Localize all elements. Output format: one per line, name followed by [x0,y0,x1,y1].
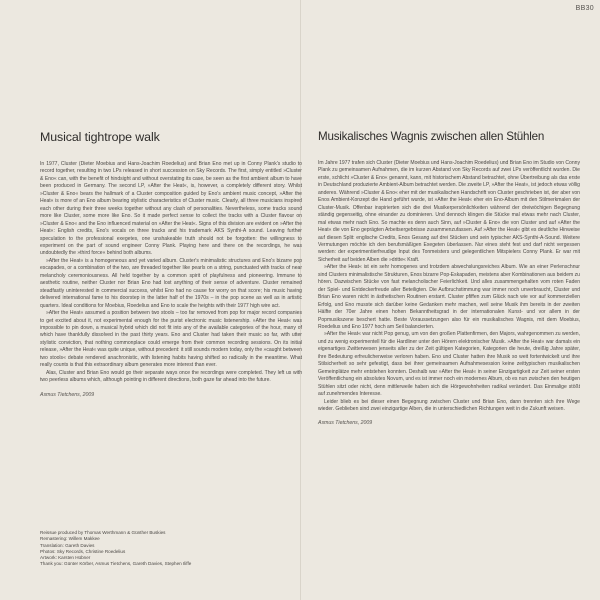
credit-artwork: Artwork: Karsten Hübner [40,555,91,561]
german-paragraph-2: »After the Heat« ist ein sehr homogenes und trotzdem abwechslungsreiches Album. Wie an einer Perlenschnur sind Clusters minimalistische Strukturen, Enos bizarre Pop-Eskapaden, meistens aber Kombinationen aus beidem zu hören. Dazwischen Stücke von fast melancholischer Feierlichkeit. Und alles zusammengehalten vom roten Faden der Spiel- und Entdeckerfreude aller Beteiligten. Die Aufbruchstimmung war immer noch unverbraucht, Cluster und Brian Eno waren nicht in ästhetischen Routinen erstarrt. Cluster pfiffen zum Glück nach wie vor auf kommerziellen Erfolg, und Eno musste sich darüber keine Gedanken mehr machen, weil seine Musik ihm bereits in der zweiten Hälfte der 70er Jahre einen hohen Bekanntheitsgrad in der internationalen Kunst- und vor allem in der Popmusikszene beschert hatte. Beste Voraussetzungen also für ein musikalisches Wagnis, mit dem Moebius, Roedelius und Eno 1977 hoch am Seil balancierten. [318,264,580,330]
english-author: Asmus Tietchens, 2009 [40,391,95,398]
english-paragraph-2: »After the Heat« is a homogeneous and yet varied album. Cluster's minimalistic structures and Eno's bizarre pop escapades, or a combination of the two, are threaded together like pearls on a string, punctuated with tracks of near melancholy ceremoniousness. All held together by a common spirit of playfulness and pioneering. Immune to aesthetic routine, neither Cluster nor Brian Eno had lost anything of their sense of adventure. Cluster remained steadfastly uninterested in commercial success, whilst Eno had no cause for worry on that score; his music having delivered international fame to his doorstep in the latter half of the 1970s – in the pop scene as well as in artistic quarters. Ideal conditions for Moebius, Roedelius and Eno to scale the heights with their 1977 high wire act. [40,257,302,309]
german-paragraph-3: »After the Heat« war nicht Pop genug, um von den großen Plattenfirmen, den Majors, wahrgenommen zu werden, und zu wenig experimentell für die Hardliner unter den Hörern elektronischer Musik. »After the Heat« war damals ein eigenartiges Zwitterwesen jenseits aller zu der Zeit gültigen Kategorien, Kategorien die heute, dreißig Jahre später, ihre Bedeutung erfreulicherweise verloren haben. Eno und Cluster hatten ihre Musik so weit fortentwickelt und ihre Stilsicherheit so sehr gefestigt, dass bei ihrer gemeinsamen Aufnahmesession keine zeittypischen musikalischen Gemeinplätze mehr entstehen konnten. Deshalb war »After the Heat« in seiner Einzigartigkeit zur Zeit seiner ersten Veröffentlichung ein absolutes Novum, und es ist immer noch ein modernes Album, ob es nun zwischen den heutigen Stühlen sitzt oder nicht, denn mittlerweile haben sich die Hörgewohnheiten radikal verändert. Das Einmalige stößt auf zunehmendes Interesse. [318,331,580,398]
credit-remastering: Remastering: Willem Makkee [40,536,100,542]
english-paragraph-3: »After the Heat« assumed a position between two stools – too far removed from pop for major record companies to get excited about it, not experimental enough for the purist electronic music listenership. »After the Heat« was impossible to pin down, a musical hybrid which did not fit into any of the available categories of the hour, many of which have thankfully dissolved in the past thirty years. Eno and Cluster had taken their music so far, with utter stylistic conviction, that nothing commonplace could emerge from their common recording sessions. On its initial release, »After the Heat« was quite unique, without precedent: it still sounds modern today, only the »caught between two stools« debate rendered anachronistic, with listening habits having shifted so radically in the meantime. What really counts is that this extraordinary album generates more interest than ever. [40,310,302,369]
german-column [318,130,580,426]
english-paragraph-4: Alas, Cluster and Brian Eno would go their separate ways once the recordings were completed. They left us with two peerless albums which, although pointing in different directions, both gaze far ahead into the future. [40,369,302,384]
credits-block [40,530,280,568]
credit-photos: Photos: Sky Records, Christine Roedelius [40,548,126,554]
credit-translation: Translation: Gareth Davies [40,542,95,548]
credit-reissue: Reissue produced by Thomas Werthmann & Günther Buskies [40,530,166,535]
german-paragraph-1: Im Jahre 1977 trafen sich Cluster (Dieter Moebius und Hans-Joachim Roedelius) und Brian Eno im Studio von Conny Plank zu gemeinsamen Aufnahmen, die im kurzen Abstand von Sky Records auf zwei LPs veröffentlicht wurden. Die erste, schlicht »Cluster & Eno« genannt, kann, mit historischem Abstand betrachtet, ohne Übertreibung als das erste in Deutschland produzierte Ambient-Album betrachtet werden. Die zweite LP, »After the Heat«, ist jedoch etwas völlig anderes. Während »Cluster & Eno« eher mit der musikalischen Handschrift von Cluster geschrieben ist, der aber von Enos Ambient-Konzept die Hand geführt wurde, ist »After the Heat« eher ein Eno-Album mit den Stilmerkmalen der Cluster-Musik. Offenbar inspirierten sich die drei Musikerpersönlichkeiten während der dreiwöchigen Begegnung ständig gegenseitig, ohne einander zu dominieren. Und dennoch klingen die Stücke mal etwas mehr nach Cluster, mal etwas mehr nach Eno. So machte es denn auch Sinn, auf »Cluster & Eno« die von Cluster und auf »After the Heat« die von Eno geprägten Arbeitsergebnisse zusammenzufassen. Auf »After the Heat« gibt es deutliche Hinweise auf diesen Split: englische Credits, Enos Gesang auf drei Stücken und sein typischer AKS-Synthi-A-Sound. Weitere Vermutungen möchte ich den berufsmäßigen Exegeten überlassen. Nur eines steht fest und darf nicht vergessen werden: der experimentierfreudige Input des Tonmeisters und gelegentlichen Mitspielers Conny Plank. Er war mit Sicherheit auf beiden Alben die »dritte« Kraft. [318,160,580,263]
credit-thanks: Thank you: Günter Körber, Asmus Tietchens, Gareth Davies, Stephen Iliffe [40,561,192,567]
german-author: Asmus Tietchens, 2009 [318,420,373,427]
english-paragraph-1: In 1977, Cluster (Dieter Moebius and Hans-Joachim Roedelius) and Brian Eno met up in Conny Plank's studio to record together, resulting in two LPs released in short succession on Sky Records. The first, simply entitled »Cluster & Eno« can, with the benefit of hindsight and without overstating its case, be seen as the first ambient album to have been produced in Germany. The second LP, »After the Heat«, is, however, a completely different story. Whilst »Cluster & Eno« bears the hallmark of a Cluster composition guided by Eno's ambient music concept, »After the Heat« is more of an Eno album bearing stylistic characteristics of Cluster music. Clearly, all three musicians inspired each other during their three weeks together without any clash of personalities. Nevertheless, some tracks sound more like Cluster, some more like Eno. So it made perfect sense to collect the tracks with a Cluster flavour on »Cluster & Eno« and the Eno influenced material on »After the Heat«. Signs of this division are evident on »After the Heat«: English credits, Eno's vocals on three tracks and his trademark AKS Synthi-A sound. Leaving further speculation to the professional exegetes, one unshakeable truth should not be forgotten: the willingness to experiment on the part of sound engineer Conny Plank. Playing here and there on the recordings, he was undoubtedly the »third force« behind both albums. [40,161,302,257]
german-paragraph-4: Leider blieb es bei dieser einen Begegnung zwischen Cluster und Brian Eno, dann trennten sich ihre Wege wieder. Geblieben sind zwei einzigartige Alben, die in unterschiedlichen Richtungen weit in die Zukunft weisen. [318,398,580,412]
catalog-number: BB30 [575,5,594,12]
english-column [40,130,302,398]
german-title: Musikalisches Wagnis zwischen allen Stühlen [318,130,545,143]
english-title: Musical tightrope walk [40,130,160,144]
